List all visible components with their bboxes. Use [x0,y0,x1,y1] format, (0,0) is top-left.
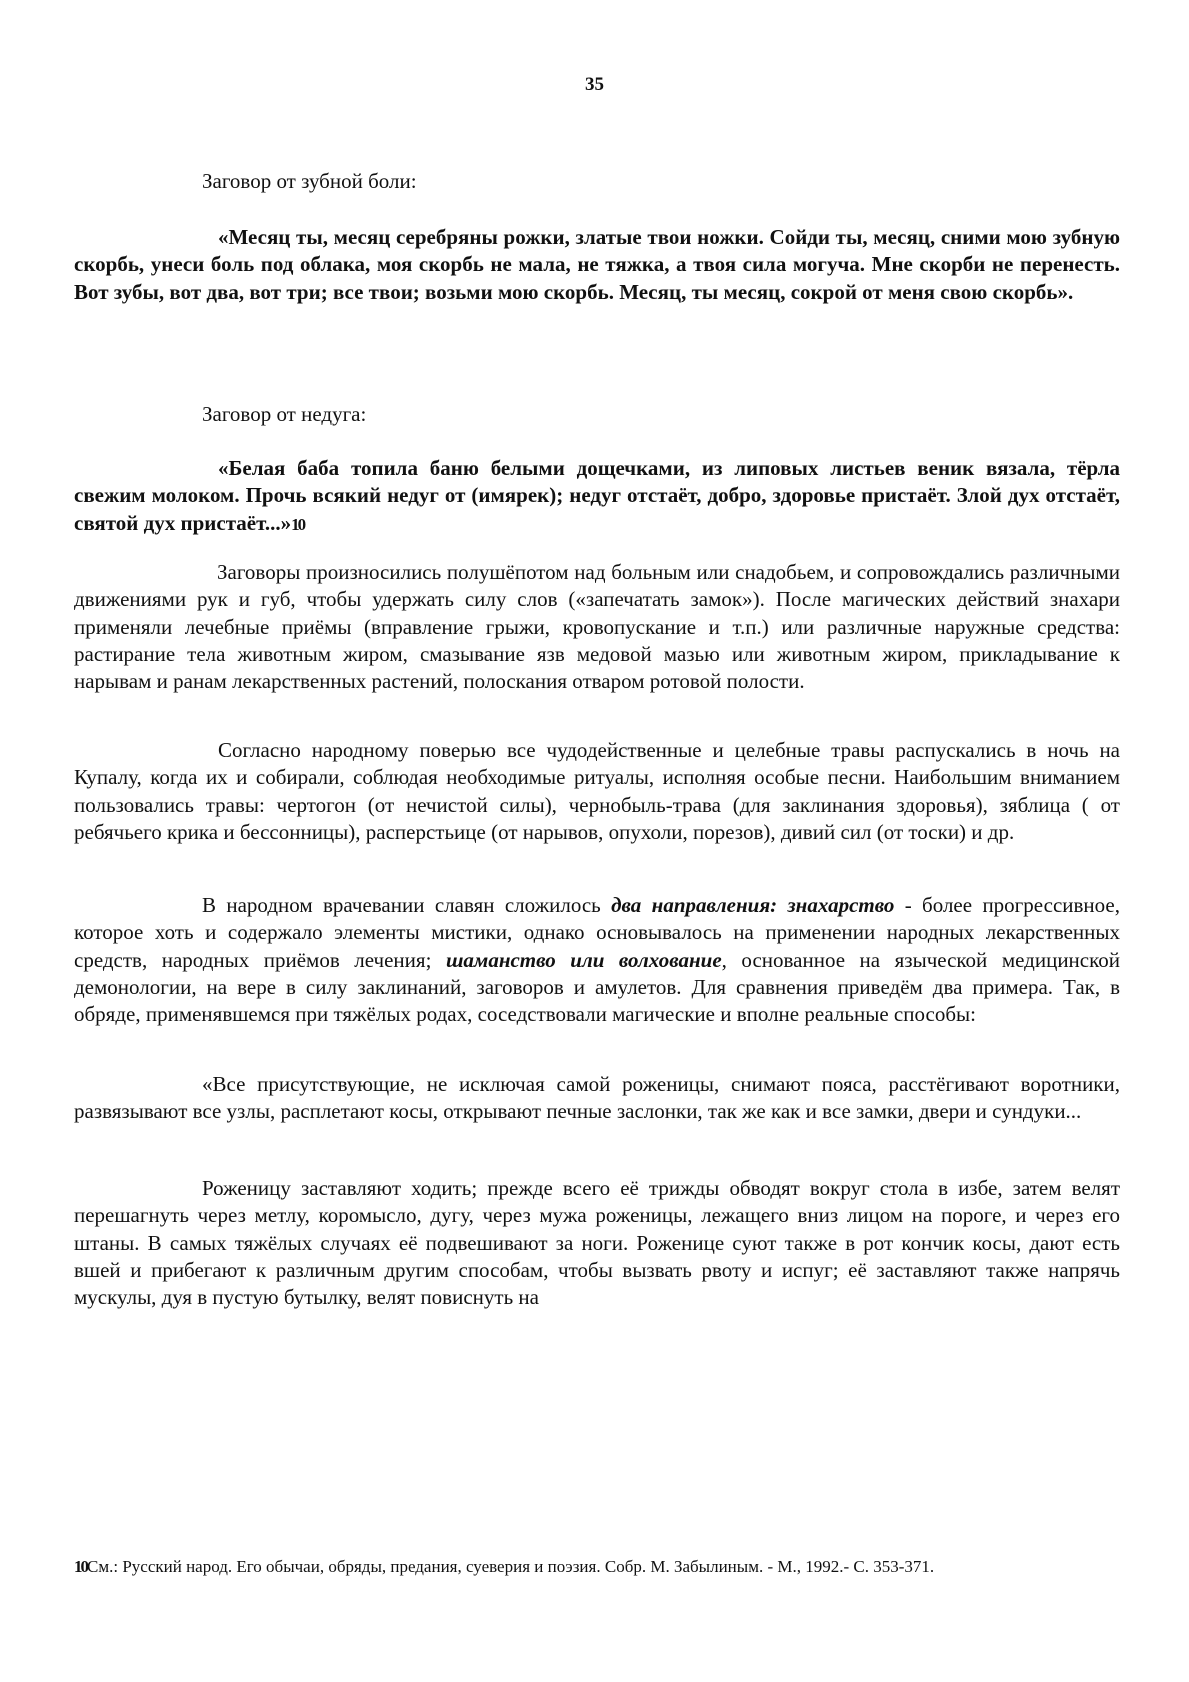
paragraph-two-directions [74,892,1120,1028]
quote-childbirth-rite: «Все присутствующие, не исключая самой роженицы, снимают пояса, расстёгивают воротники, развязывают все узлы, расплетают косы, открывают печные заслонки, так же как и все замки, двери и сундуки... [74,1072,1120,1124]
paragraph-charms-practice: Заговоры произносились полушёпотом над больным или снадобьем, и сопровождались различными движениями рук и губ, чтобы удержать силу слов («запечатать замок»). После магических действий знахари применяли лечебные приёмы (вправление грыжи, кровопускание и т.п.) или различные наружные средства: растирание тела животным жиром, смазывание язв медовой мазью или животным жиром, прикладывание к нарывам и ранам лекарственных растений, полоскания отваром ротовой полости. [74,560,1120,694]
emphasis-shamanism: шаманство или волхование [445,947,722,972]
footnote-marker: 10 [74,1557,87,1576]
paragraph-two-directions-text-3: , основанное на языческой медицинской демонологии, на вере в силу заклинаний, заговоров и амулетов. Для сравнения приведём два примера. Так, в обряде, применявшемся при тяжёлых родах, соседствовали магические и вполне реальные способы: [74,947,1120,1027]
footnote [74,1556,1120,1578]
paragraph-two-directions-text-1: В народном врачевании славян сложилось [202,893,612,917]
paragraph-childbirth-methods: Роженицу заставляют ходить; прежде всего её трижды обводят вокруг стола в избе, затем велят перешагнуть через метлу, коромысло, дугу, через мужа роженицы, лежащего вниз лицом на пороге, и через его штаны. В самых тяжёлых случаях её подвешивают за ноги. Роженице суют также в рот кончик косы, дают есть вшей и прибегают к различным другим способам, чтобы вызвать рвоту и испуг; её заставляют также напрячь мускулы, дуя в пустую бутылку, велят повиснуть на [74,1176,1120,1310]
paragraph-two-directions-text-2: - более прогрессивное, которое хоть и содержало элементы мистики, однако основывалось на применении народных лекарственных средств, народных приёмов лечения; [74,893,1120,972]
quote-illness-charm-text: «Белая баба топила баню белыми дощечками, из липовых листьев веник вязала, тёрла свежим молоком. Прочь всякий недуг от (имярек); недуг отстаёт, добро, здоровье пристаёт. Злой дух отстаёт, святой дух пристаёт...» [74,456,1120,535]
page-number: 35 [585,74,604,95]
heading-toothache-charm: Заговор от зубной боли: [202,169,417,193]
heading-illness-charm [74,401,1120,428]
emphasis-two-directions: два направления: знахарство [611,893,895,917]
footnote-text: См.: Русский народ. Его обычаи, обряды, предания, суеверия и поэзия. Собр. М. Забылиным. - М., 1992.- С. 353-371. [87,1557,935,1576]
heading-illness-charm-text: Заговор от недуга: [202,402,367,426]
paragraph-herbs: Согласно народному поверью все чудодейственные и целебные травы распускались в ночь на Купалу, когда их и собирали, соблюдая необходимые ритуалы, исполняя особые песни. Наибольшим вниманием пользовались травы: чертогон (от нечистой силы), чернобыль-трава (для заклинания здоровья), зяблица ( от ребячьего крика и бессонницы), расперстьице (от нарывов, опухоли, порезов), дивий сил (от тоски) и др. [74,738,1120,844]
quote-toothache-charm: «Месяц ты, месяц серебряны рожки, златые твои ножки. Сойди ты, месяц, сними мою зубную скорбь, унеси боль под облака, моя скорбь не мала, не тяжка, а твоя сила могуча. Мне скорби не перенесть. Вот зубы, вот два, вот три; все твои; возьми мою скорбь. Месяц, ты месяц, сокрой от меня свою скорбь». [74,225,1120,304]
footnote-reference: 10 [291,514,305,534]
quote-illness-charm [74,455,1120,538]
